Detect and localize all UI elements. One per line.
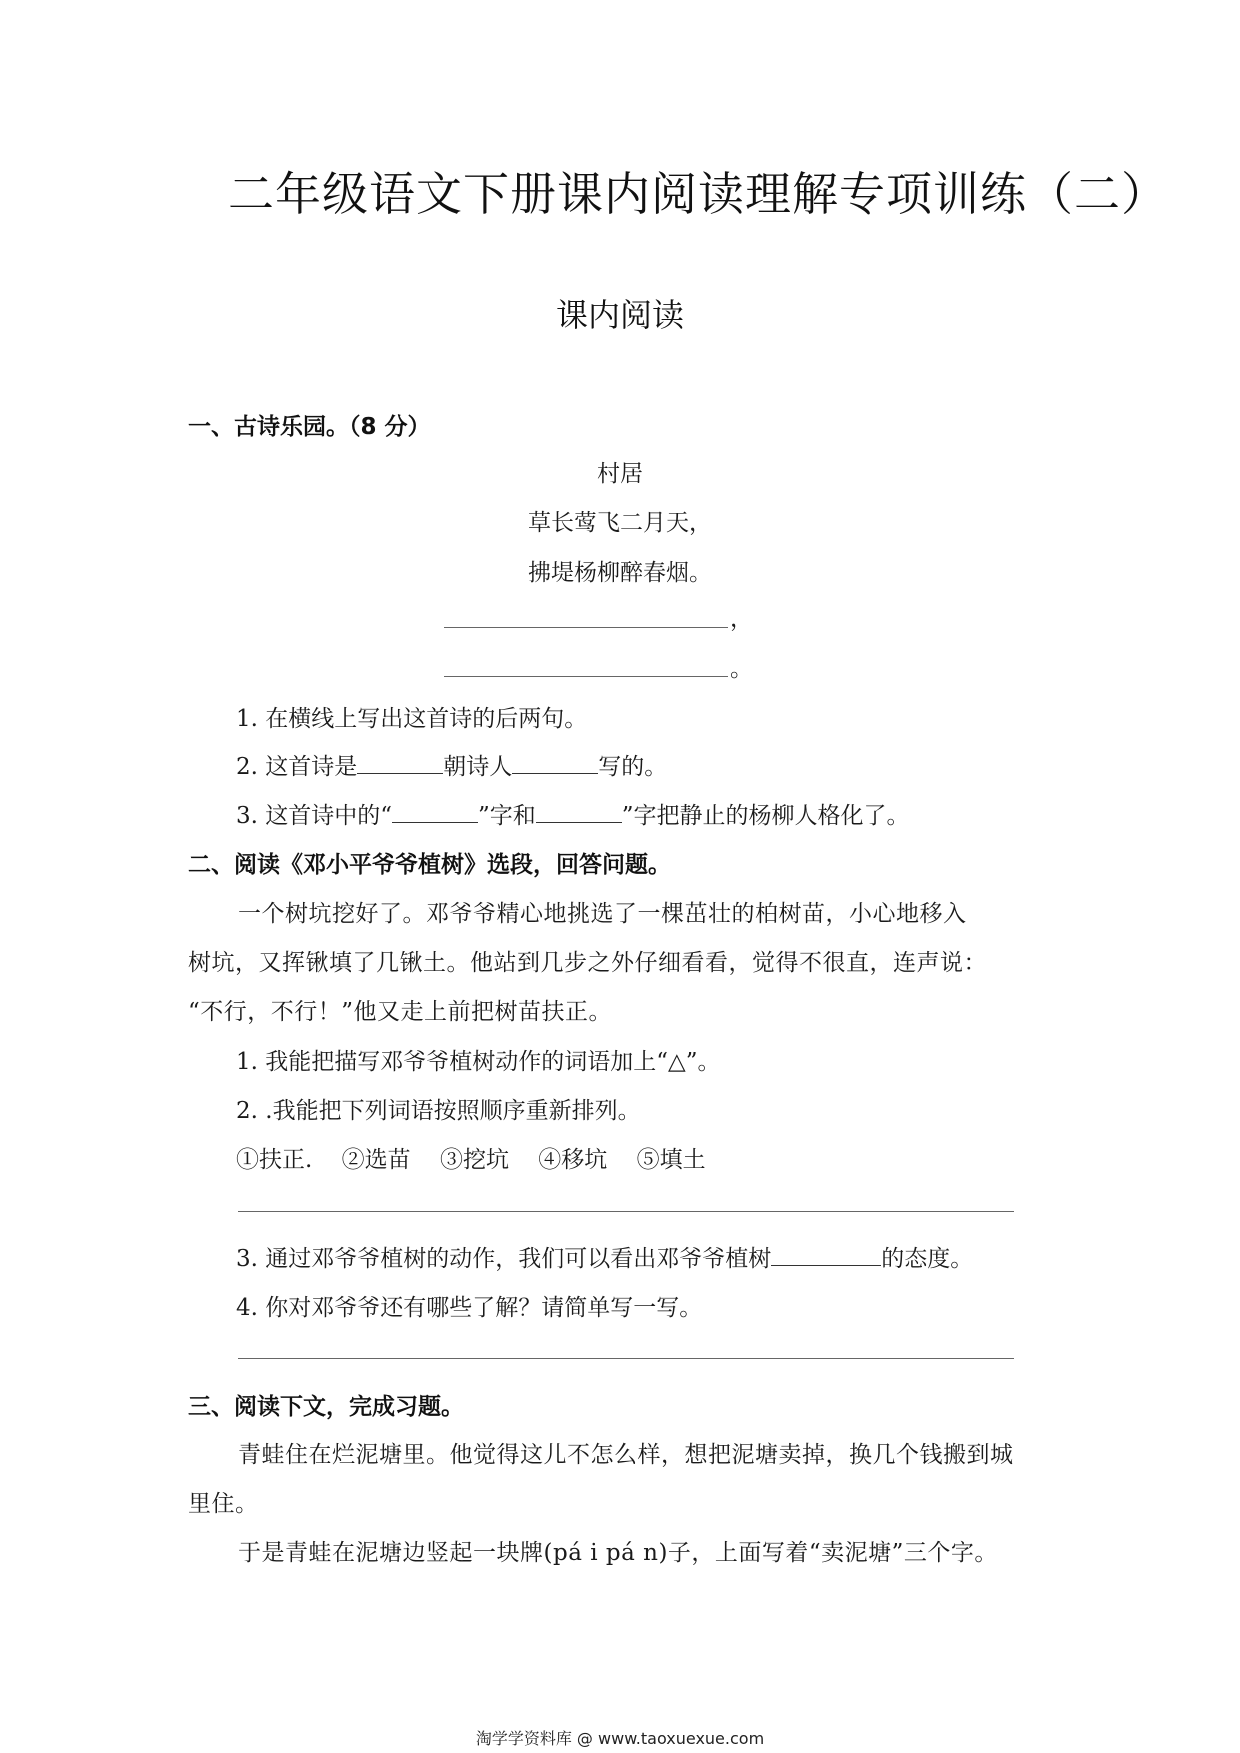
footer-watermark: 淘学学资料库 @ www.taoxuexue.com	[475, 1729, 765, 1748]
order-answer-line[interactable]	[238, 1211, 1014, 1212]
char-blank-2[interactable]	[536, 802, 622, 823]
word-options	[236, 1141, 706, 1174]
attitude-blank[interactable]	[771, 1245, 881, 1266]
section1-question-3	[236, 797, 910, 830]
section2-paragraph-line-3: “不行，不行！”他又走上前把树苗扶正。	[188, 999, 613, 1025]
section1-heading: 一、古诗乐园。（8 分）	[188, 414, 431, 440]
option-5: ⑤填土	[636, 1147, 706, 1173]
section2-question-2: 2. .我能把下列词语按照顺序重新排列。	[236, 1098, 641, 1124]
q3-part-a: 3. 通过邓爷爷植树的动作，我们可以看出邓爷爷植树	[236, 1246, 772, 1272]
q2-part-a: 2. 这首诗是	[236, 754, 358, 780]
section1-question-1: 1. 在横线上写出这首诗的后两句。	[236, 706, 588, 732]
section3-paragraph-1-line-2: 里住。	[188, 1491, 259, 1517]
dynasty-blank[interactable]	[357, 753, 443, 774]
q3-part-a: 3. 这首诗中的“	[236, 803, 393, 829]
poem-blank-4-punct: 。	[730, 656, 753, 682]
page-subtitle: 课内阅读	[555, 296, 684, 334]
poem-line-2: 拂堤杨柳醉春烟。	[528, 560, 712, 586]
section2-paragraph-line-2: 树坑，又挥锹填了几锹土。他站到几步之外仔细看看，觉得不很直，连声说：	[188, 950, 987, 976]
page-title: 二年级语文下册课内阅读理解专项训练（二）	[228, 167, 1168, 221]
poem-blank-3-punct: ，	[730, 606, 753, 632]
section2-paragraph-line-1: 一个树坑挖好了。邓爷爷精心地挑选了一棵茁壮的柏树苗，小心地移入	[238, 901, 967, 927]
q3-part-b: 的态度。	[881, 1246, 974, 1272]
section2-question-3	[236, 1240, 973, 1273]
poem-title: 村居	[597, 461, 643, 487]
poem-blank-line-4[interactable]	[444, 676, 728, 677]
section2-question-4: 4. 你对邓爷爷还有哪些了解？请简单写一写。	[236, 1295, 703, 1321]
section1-question-2	[236, 748, 667, 781]
section3-paragraph-2: 于是青蛙在泥塘边竖起一块牌(pá i pá n)子，上面写着“卖泥塘”三个字。	[238, 1540, 998, 1566]
q4-answer-line[interactable]	[238, 1358, 1014, 1359]
q2-part-c: 写的。	[598, 754, 668, 780]
section2-question-1: 1. 我能把描写邓爷爷植树动作的词语加上“△”。	[236, 1049, 721, 1075]
section3-paragraph-1-line-1: 青蛙住在烂泥塘里。他觉得这儿不怎么样，想把泥塘卖掉，换几个钱搬到城	[238, 1442, 1014, 1468]
poem-blank-line-3[interactable]	[444, 627, 728, 628]
option-4: ④移坑	[538, 1147, 608, 1173]
option-3: ③挖坑	[439, 1147, 509, 1173]
q2-part-b: 朝诗人	[443, 754, 513, 780]
section2-heading: 二、阅读《邓小平爷爷植树》选段，回答问题。	[188, 852, 671, 878]
option-2: ②选苗	[341, 1147, 411, 1173]
option-1: ①扶正.	[236, 1147, 313, 1173]
q3-part-c: ”字把静止的杨柳人格化了。	[621, 803, 910, 829]
poem-line-1: 草长莺飞二月天，	[528, 510, 712, 536]
q3-part-b: ”字和	[478, 803, 536, 829]
poet-blank[interactable]	[512, 753, 598, 774]
char-blank-1[interactable]	[392, 802, 478, 823]
section3-heading: 三、阅读下文，完成习题。	[188, 1394, 464, 1420]
